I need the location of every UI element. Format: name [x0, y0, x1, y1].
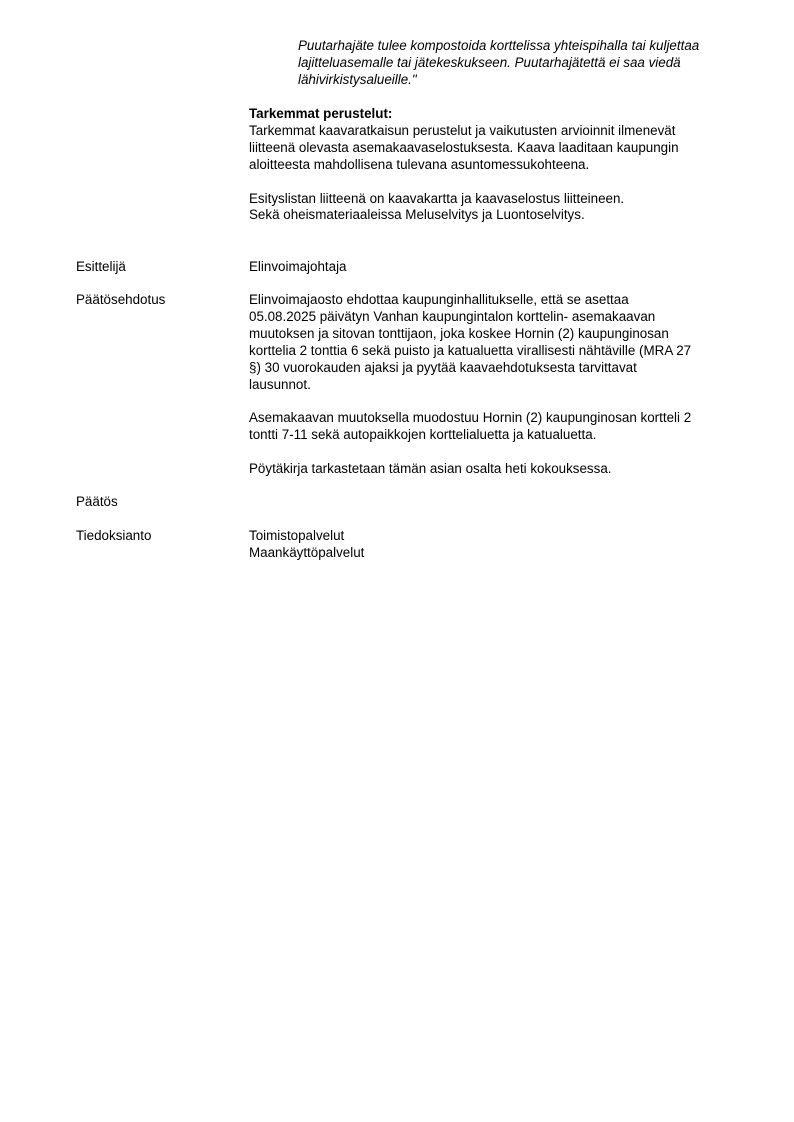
paatos-label [76, 494, 246, 511]
esittelija-value [249, 259, 749, 276]
text-line: korttelia 2 tonttia 6 sekä puisto ja katualuetta virallisesti nähtäville (MRA 27 [249, 342, 692, 358]
text-line: Esityslistan liitteenä on kaavakartta ja kaavaselostus liitteineen. [249, 190, 625, 206]
text-line: lausunnot. [249, 376, 311, 392]
tiedoksianto-label [76, 528, 246, 545]
esittelija-label [76, 259, 246, 276]
text-line: Sekä oheismateriaaleissa Meluselvitys ja Luontoselvitys. [249, 207, 585, 223]
perustelut-section [249, 106, 749, 224]
perustelut-heading: Tarkemmat perustelut: [249, 106, 393, 121]
paatosehdotus-label-text: Päätösehdotus [76, 292, 166, 307]
quote-block [298, 38, 758, 89]
tiedoksianto-label-text: Tiedoksianto [76, 528, 152, 543]
text-line: Pöytäkirja tarkastetaan tämän asian osalta heti kokouksessa. [249, 461, 612, 477]
text-line: Tarkemmat kaavaratkaisun perustelut ja vaikutusten arvioinnit ilmenevät [249, 122, 676, 138]
text-line: §) 30 vuorokauden ajaksi ja pyytää kaavaehdotuksesta tarvittavat [249, 359, 637, 375]
text-line: tontti 7-11 sekä autopaikkojen korttelialuetta ja katualuetta. [249, 427, 597, 443]
recipient: Toimistopalvelut [249, 528, 345, 543]
paatos-label-text: Päätös [76, 494, 118, 509]
tiedoksianto-values [249, 528, 749, 562]
paatosehdotus-content [249, 292, 749, 478]
recipient: Maankäyttöpalvelut [249, 544, 365, 560]
text-line: liitteenä olevasta asemakaavaselostuksesta. Kaava laaditaan kaupungin [249, 139, 679, 155]
paatosehdotus-label [76, 292, 246, 309]
esittelija-value-text: Elinvoimajohtaja [249, 259, 347, 274]
text-line: Elinvoimajaosto ehdottaa kaupunginhallitukselle, että se asettaa [249, 292, 629, 307]
quote-line: lajitteluasemalle tai jätekeskukseen. Puutarhajätettä ei saa viedä [298, 54, 681, 70]
quote-line: Puutarhajäte tulee kompostoida korttelissa yhteispihalla tai kuljettaa [298, 38, 700, 53]
text-line: aloitteesta mahdollisena tulevana asuntomessukohteena. [249, 156, 590, 172]
text-line: 05.08.2025 päivätyn Vanhan kaupungintalon korttelin- asemakaavan [249, 308, 656, 324]
esittelija-label-text: Esittelijä [76, 259, 126, 274]
text-line: muutoksen ja sitovan tonttijaon, joka koskee Hornin (2) kaupunginosan [249, 325, 669, 341]
text-line: Asemakaavan muutoksella muodostuu Hornin (2) kaupunginosan kortteli 2 [249, 410, 692, 426]
quote-line: lähivirkistysalueille." [298, 71, 417, 87]
